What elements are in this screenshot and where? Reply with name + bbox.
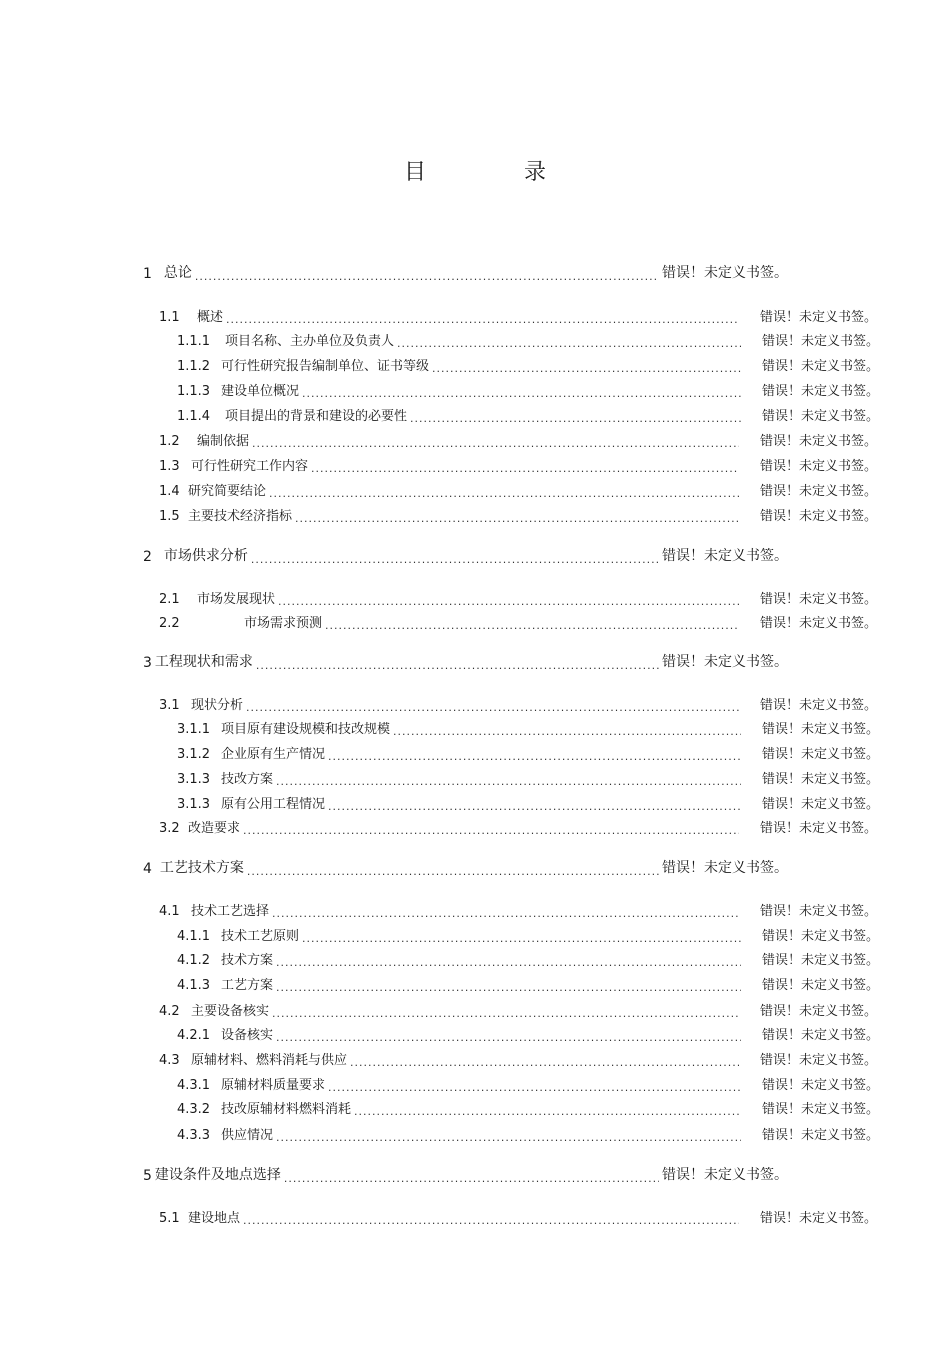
toc-number: 2.1 — [159, 592, 180, 607]
dot-leader — [276, 952, 741, 968]
dot-leader — [350, 1052, 739, 1068]
toc-entry[interactable] — [159, 997, 877, 1019]
toc-number: 3.1.3 — [177, 797, 211, 812]
toc-number: 4.3.3 — [177, 1128, 211, 1143]
toc-page-ref: 错误！未定义书签。 — [759, 1053, 877, 1068]
toc-label: 概述 — [197, 310, 224, 325]
toc-label: 编制依据 — [197, 434, 250, 449]
toc-number: 5.1 — [159, 1211, 180, 1226]
toc-page-ref: 错误！未定义书签。 — [761, 722, 879, 737]
toc-label: 技改原辅材料燃料消耗 — [221, 1102, 352, 1117]
toc-page-ref: 错误！未定义书签。 — [662, 548, 788, 564]
toc-number: 1 — [143, 266, 152, 282]
toc-page-ref: 错误！未定义书签。 — [662, 860, 788, 876]
toc-label: 现状分析 — [191, 698, 244, 713]
toc-number: 5 — [143, 1168, 152, 1184]
toc-number: 4.3.2 — [177, 1102, 211, 1117]
toc-number: 4.1 — [159, 904, 180, 919]
toc-entry[interactable] — [177, 740, 879, 762]
dot-leader — [302, 928, 741, 944]
dot-leader — [328, 1077, 741, 1093]
dot-leader — [269, 483, 739, 499]
toc-label: 工艺技术方案 — [159, 860, 244, 876]
toc-label: 市场发展现状 — [197, 592, 276, 607]
toc-page-ref: 错误！未定义书签。 — [761, 797, 879, 812]
toc-number: 3.1.3 — [177, 772, 211, 787]
toc-page-ref: 错误！未定义书签。 — [759, 698, 877, 713]
toc-entry[interactable] — [177, 402, 879, 424]
toc-number: 3.1.1 — [177, 722, 211, 737]
toc-entry[interactable] — [159, 452, 877, 474]
toc-number: 4.3 — [159, 1053, 180, 1068]
dot-leader — [397, 333, 741, 349]
toc-label: 工艺方案 — [221, 978, 274, 993]
dot-leader — [278, 591, 739, 607]
dot-leader — [195, 266, 659, 282]
toc-label: 建设地点 — [188, 1211, 241, 1226]
toc-entry[interactable] — [177, 922, 879, 944]
toc-entry[interactable] — [177, 327, 879, 349]
toc-entry[interactable] — [159, 691, 877, 713]
toc-label: 主要技术经济指标 — [188, 509, 293, 524]
toc-label: 建设条件及地点选择 — [154, 1167, 281, 1183]
toc-number: 1.1.4 — [177, 409, 211, 424]
toc-page-ref: 错误！未定义书签。 — [759, 1211, 877, 1226]
dot-leader — [276, 771, 741, 787]
toc-page-ref: 错误！未定义书签。 — [761, 384, 879, 399]
toc-number: 1.3 — [159, 459, 180, 474]
toc-number: 1.1.3 — [177, 384, 211, 399]
toc-entry[interactable] — [143, 260, 788, 282]
dot-leader — [302, 383, 741, 399]
toc-entry[interactable] — [177, 715, 879, 737]
toc-page-ref: 错误！未定义书签。 — [761, 1078, 879, 1093]
dot-leader — [410, 408, 741, 424]
toc-entry[interactable] — [159, 609, 877, 631]
toc-entry[interactable] — [159, 814, 877, 836]
toc-entry[interactable] — [177, 946, 879, 968]
dot-leader — [276, 977, 741, 993]
toc-label: 可行性研究工作内容 — [191, 459, 309, 474]
toc-page-ref: 错误！未定义书签。 — [759, 592, 877, 607]
toc-entry[interactable] — [143, 855, 788, 877]
dot-leader — [284, 1168, 659, 1184]
dot-leader — [246, 697, 739, 713]
toc-entry[interactable] — [143, 1162, 788, 1184]
toc-label: 原辅材料质量要求 — [221, 1078, 326, 1093]
dot-leader — [251, 549, 659, 565]
toc-number: 1.1 — [159, 310, 180, 325]
toc-label: 设备核实 — [221, 1028, 274, 1043]
dot-leader — [311, 458, 739, 474]
toc-label: 项目提出的背景和建设的必要性 — [225, 409, 408, 424]
toc-label: 技术工艺原则 — [221, 929, 300, 944]
toc-entry[interactable] — [159, 897, 877, 919]
toc-label: 改造要求 — [188, 821, 241, 836]
toc-entry[interactable] — [177, 971, 879, 993]
toc-entry[interactable] — [177, 377, 879, 399]
toc-label: 技术方案 — [221, 953, 274, 968]
toc-number: 2.2 — [159, 616, 180, 631]
dot-leader — [226, 309, 739, 325]
toc-entry[interactable] — [177, 1121, 879, 1143]
dot-leader — [295, 508, 739, 524]
toc-page-ref: 错误！未定义书签。 — [761, 359, 879, 374]
toc-entry[interactable] — [159, 477, 877, 499]
toc-page-ref: 错误！未定义书签。 — [759, 904, 877, 919]
toc-label: 技改方案 — [221, 772, 274, 787]
toc-label: 总论 — [163, 265, 192, 281]
toc-number: 1.5 — [159, 509, 180, 524]
toc-entry[interactable] — [143, 649, 788, 671]
toc-page-ref: 错误！未定义书签。 — [759, 484, 877, 499]
dot-leader — [272, 1003, 739, 1019]
toc-number: 2 — [143, 549, 152, 565]
toc-entry[interactable] — [159, 502, 877, 524]
toc-entry[interactable] — [177, 1021, 879, 1043]
toc-page-ref: 错误！未定义书签。 — [662, 654, 788, 670]
toc-number: 4.1.1 — [177, 929, 211, 944]
toc-label: 研究简要结论 — [188, 484, 267, 499]
toc-page-ref: 错误！未定义书签。 — [761, 1028, 879, 1043]
toc-number: 1.1.1 — [177, 334, 211, 349]
toc-label: 技术工艺选择 — [191, 904, 270, 919]
toc-label: 项目原有建设规模和技改规模 — [221, 722, 391, 737]
toc-entry[interactable] — [143, 543, 788, 565]
toc-page-ref: 错误！未定义书签。 — [761, 929, 879, 944]
toc-label: 主要设备核实 — [191, 1004, 270, 1019]
toc-label: 建设单位概况 — [221, 384, 300, 399]
dot-leader — [243, 820, 739, 836]
dot-leader — [272, 903, 739, 919]
toc-page-ref: 错误！未定义书签。 — [761, 1102, 879, 1117]
toc-page-ref: 错误！未定义书签。 — [759, 616, 877, 631]
toc-entry[interactable] — [177, 1095, 879, 1117]
toc-entry[interactable] — [159, 427, 877, 449]
toc-page-ref: 错误！未定义书签。 — [761, 334, 879, 349]
dot-leader — [328, 746, 741, 762]
toc-page-ref: 错误！未定义书签。 — [759, 434, 877, 449]
toc-number: 3.2 — [159, 821, 180, 836]
toc-page-ref: 错误！未定义书签。 — [759, 459, 877, 474]
toc-label: 供应情况 — [221, 1128, 274, 1143]
toc-number: 4.1.3 — [177, 978, 211, 993]
toc-page-ref: 错误！未定义书签。 — [761, 953, 879, 968]
toc-page-ref: 错误！未定义书签。 — [761, 772, 879, 787]
toc-label: 市场需求预测 — [244, 616, 323, 631]
toc-entry[interactable] — [159, 585, 877, 607]
toc-page-ref: 错误！未定义书签。 — [662, 265, 788, 281]
toc-label: 工程现状和需求 — [154, 654, 253, 670]
toc-number: 3.1 — [159, 698, 180, 713]
toc-entry[interactable] — [177, 790, 879, 812]
toc-number: 1.1.2 — [177, 359, 211, 374]
toc-page-ref: 错误！未定义书签。 — [759, 821, 877, 836]
dot-leader — [276, 1027, 741, 1043]
toc-page-ref: 错误！未定义书签。 — [759, 310, 877, 325]
toc-page-ref: 错误！未定义书签。 — [761, 1128, 879, 1143]
dot-leader — [328, 796, 741, 812]
toc-page-ref: 错误！未定义书签。 — [662, 1167, 788, 1183]
toc-page-ref: 错误！未定义书签。 — [759, 1004, 877, 1019]
page-title: 目 录 — [403, 160, 584, 185]
toc-label: 可行性研究报告编制单位、证书等级 — [221, 359, 430, 374]
toc-entry[interactable] — [177, 352, 879, 374]
toc-entry[interactable] — [159, 303, 877, 325]
dot-leader — [325, 615, 739, 631]
toc-label: 市场供求分析 — [163, 548, 248, 564]
dot-leader — [432, 358, 741, 374]
dot-leader — [354, 1101, 741, 1117]
dot-leader — [256, 655, 659, 671]
toc-page-ref: 错误！未定义书签。 — [761, 409, 879, 424]
toc-label: 原有公用工程情况 — [221, 797, 326, 812]
dot-leader — [252, 433, 739, 449]
toc-label: 项目名称、主办单位及负责人 — [225, 334, 395, 349]
toc-number: 3 — [143, 655, 152, 671]
toc-number: 4.3.1 — [177, 1078, 211, 1093]
toc-page-ref: 错误！未定义书签。 — [761, 978, 879, 993]
toc-label: 原辅材料、燃料消耗与供应 — [191, 1053, 348, 1068]
dot-leader — [393, 721, 741, 737]
toc-number: 4.2 — [159, 1004, 180, 1019]
toc-entry[interactable] — [177, 765, 879, 787]
toc-number: 4.2.1 — [177, 1028, 211, 1043]
toc-number: 4.1.2 — [177, 953, 211, 968]
toc-label: 企业原有生产情况 — [221, 747, 326, 762]
dot-leader — [243, 1210, 739, 1226]
dot-leader — [276, 1127, 741, 1143]
toc-entry[interactable] — [159, 1204, 877, 1226]
toc-number: 1.4 — [159, 484, 180, 499]
dot-leader — [247, 861, 659, 877]
toc-entry[interactable] — [177, 1071, 879, 1093]
toc-number: 1.2 — [159, 434, 180, 449]
toc-entry[interactable] — [159, 1046, 877, 1068]
toc-number: 3.1.2 — [177, 747, 211, 762]
toc-number: 4 — [143, 861, 152, 877]
toc-page-ref: 错误！未定义书签。 — [759, 509, 877, 524]
toc-page-ref: 错误！未定义书签。 — [761, 747, 879, 762]
